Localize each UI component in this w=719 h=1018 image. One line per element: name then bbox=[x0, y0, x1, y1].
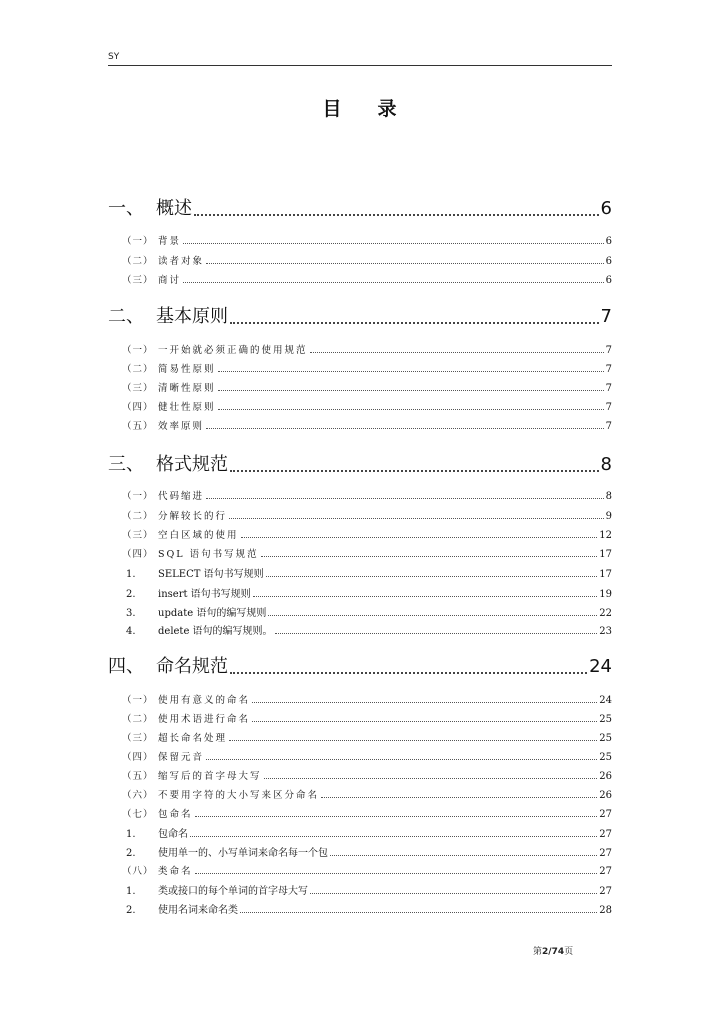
toc-dot-leader bbox=[229, 740, 597, 741]
toc-entry-number: 1. bbox=[126, 829, 136, 840]
toc-entry[interactable] bbox=[108, 882, 612, 897]
toc-entry-page: 17 bbox=[599, 549, 612, 560]
toc-dot-leader bbox=[218, 409, 604, 410]
toc-entry[interactable] bbox=[108, 565, 612, 580]
toc-entry-label: 商讨 bbox=[158, 275, 182, 286]
toc-entry[interactable] bbox=[108, 399, 612, 413]
toc-entry-label: 包命名 bbox=[158, 829, 188, 840]
toc-entry-page: 26 bbox=[599, 771, 612, 782]
toc-entry-label: 使用名词来命名类 bbox=[158, 905, 238, 916]
toc-dot-leader bbox=[264, 778, 598, 779]
toc-entry-number: 一、 bbox=[108, 198, 144, 219]
toc-entry-page: 7 bbox=[605, 383, 612, 394]
toc-entry-page: 12 bbox=[599, 530, 612, 541]
toc-entry-page: 28 bbox=[599, 905, 612, 916]
page-header bbox=[108, 52, 612, 66]
toc-entry-number: （二） bbox=[122, 714, 154, 725]
toc-dot-leader bbox=[218, 390, 604, 391]
toc-entry-number: 四、 bbox=[108, 656, 144, 677]
toc-entry-page: 27 bbox=[599, 848, 612, 859]
footer-suffix: 页 bbox=[564, 947, 574, 957]
toc-dot-leader bbox=[206, 498, 604, 499]
toc-entry[interactable] bbox=[108, 380, 612, 394]
toc-entry-number: 3. bbox=[126, 608, 136, 619]
toc-entry-page: 25 bbox=[599, 752, 612, 763]
toc-entry[interactable] bbox=[108, 901, 612, 916]
toc-entry-page: 25 bbox=[599, 733, 612, 744]
toc-entry-page: 8 bbox=[600, 454, 612, 475]
toc-entry-label: 使用单一的、小写单词来命名每一个包 bbox=[158, 848, 328, 859]
toc-entry-label: 代码缩进 bbox=[158, 491, 205, 502]
toc-dot-leader bbox=[230, 672, 587, 674]
toc-entry-page: 7 bbox=[605, 345, 612, 356]
toc-entry-label: 简易性原则 bbox=[158, 364, 216, 375]
toc-entry-number: （二） bbox=[122, 364, 154, 375]
toc-entry-label: update 语句的编写规则 bbox=[158, 608, 267, 619]
toc-dot-leader bbox=[310, 352, 604, 353]
toc-dot-leader bbox=[252, 721, 597, 722]
toc-entry-number: （四） bbox=[122, 402, 154, 413]
toc-dot-leader bbox=[194, 214, 599, 216]
toc-entry-number: （三） bbox=[122, 733, 154, 744]
toc-entry[interactable] bbox=[108, 508, 612, 522]
toc-entry-label: 格式规范 bbox=[156, 454, 228, 475]
toc-entry-label: 基本原则 bbox=[156, 306, 228, 327]
toc-entry-number: （一） bbox=[122, 491, 154, 502]
toc-entry[interactable] bbox=[108, 652, 612, 678]
toc-dot-leader bbox=[206, 263, 604, 264]
toc-entry-page: 7 bbox=[600, 306, 612, 327]
toc-entry-page: 22 bbox=[599, 608, 612, 619]
toc-dot-leader bbox=[218, 371, 604, 372]
toc-entry[interactable] bbox=[108, 844, 612, 859]
toc-dot-leader bbox=[190, 836, 597, 837]
toc-entry[interactable] bbox=[108, 194, 612, 220]
toc-entry-page: 8 bbox=[605, 491, 612, 502]
toc-entry[interactable] bbox=[108, 806, 612, 820]
toc-entry-label: 使用有意义的命名 bbox=[158, 695, 251, 706]
toc-entry[interactable] bbox=[108, 488, 612, 502]
toc-entry-label: 读者对象 bbox=[158, 256, 205, 267]
toc-entry[interactable] bbox=[108, 272, 612, 286]
toc-entry-number: （五） bbox=[122, 771, 154, 782]
toc-dot-leader bbox=[183, 243, 604, 244]
toc-entry-number: （六） bbox=[122, 790, 154, 801]
toc-entry-number: （五） bbox=[122, 421, 154, 432]
toc-entry-page: 7 bbox=[605, 402, 612, 413]
toc-entry[interactable] bbox=[108, 768, 612, 782]
toc-entry-label: 不要用字符的大小写来区分命名 bbox=[158, 790, 320, 801]
toc-entry[interactable] bbox=[108, 604, 612, 619]
toc-entry-label: delete 语句的编写规则。 bbox=[158, 626, 273, 637]
toc-entry-number: 2. bbox=[126, 905, 136, 916]
toc-entry[interactable] bbox=[108, 418, 612, 432]
toc-entry-page: 19 bbox=[599, 589, 612, 600]
toc-entry-label: SQL 语句书写规范 bbox=[158, 549, 259, 560]
toc-entry-label: SELECT 语句书写规则 bbox=[158, 569, 264, 580]
toc-entry-label: 缩写后的首字母大写 bbox=[158, 771, 262, 782]
toc-entry-page: 9 bbox=[605, 511, 612, 522]
toc-entry-page: 7 bbox=[605, 421, 612, 432]
toc-dot-leader bbox=[183, 282, 604, 283]
toc-entry-label: 超长命名处理 bbox=[158, 733, 228, 744]
toc-entry-number: 2. bbox=[126, 589, 136, 600]
toc-entry-label: 保留元音 bbox=[158, 752, 205, 763]
toc-entry-label: 包命名 bbox=[158, 809, 193, 820]
toc-entry-number: （七） bbox=[122, 809, 154, 820]
toc-entry-label: 类命名 bbox=[158, 866, 193, 877]
toc-entry[interactable] bbox=[108, 711, 612, 725]
toc-entry-page: 23 bbox=[599, 626, 612, 637]
toc-entry[interactable] bbox=[108, 527, 612, 541]
footer-prefix: 第 bbox=[533, 947, 543, 957]
toc-entry[interactable] bbox=[108, 825, 612, 840]
toc-entry-number: 三、 bbox=[108, 454, 144, 475]
page-title: 目录 bbox=[322, 98, 433, 120]
toc-entry-label: 效率原则 bbox=[158, 421, 205, 432]
toc-entry-page: 6 bbox=[605, 256, 612, 267]
header-text: SY bbox=[108, 52, 120, 62]
toc-entry-number: （三） bbox=[122, 275, 154, 286]
toc-dot-leader bbox=[330, 855, 597, 856]
toc-entry[interactable] bbox=[108, 692, 612, 706]
toc-entry-label: 概述 bbox=[156, 198, 192, 219]
toc-entry[interactable] bbox=[108, 233, 612, 247]
toc-entry-number: （八） bbox=[122, 866, 154, 877]
toc-entry-page: 27 bbox=[599, 866, 612, 877]
toc-entry-page: 24 bbox=[589, 656, 612, 677]
toc-dot-leader bbox=[241, 537, 598, 538]
toc-entry-number: （四） bbox=[122, 752, 154, 763]
toc-entry[interactable] bbox=[108, 546, 612, 560]
toc-entry-number: 4. bbox=[126, 626, 136, 637]
toc-entry-label: 空白区域的使用 bbox=[158, 530, 239, 541]
toc-entry[interactable] bbox=[108, 302, 612, 328]
toc-entry[interactable] bbox=[108, 787, 612, 801]
toc-entry[interactable] bbox=[108, 749, 612, 763]
toc-dot-leader bbox=[195, 816, 598, 817]
toc-entry[interactable] bbox=[108, 730, 612, 744]
toc-entry-number: 1. bbox=[126, 886, 136, 897]
toc-entry-number: （一） bbox=[122, 695, 154, 706]
toc-entry-number: （二） bbox=[122, 256, 154, 267]
toc-entry-label: 使用术语进行命名 bbox=[158, 714, 251, 725]
toc-dot-leader bbox=[266, 576, 598, 577]
footer-page-number: 2/74 bbox=[542, 947, 565, 957]
toc-entry-label: 命名规范 bbox=[156, 656, 228, 677]
toc-entry-number: （四） bbox=[122, 549, 154, 560]
toc-dot-leader bbox=[230, 322, 599, 324]
toc-dot-leader bbox=[275, 633, 598, 634]
toc-entry[interactable] bbox=[108, 450, 612, 476]
toc-entry-label: 清晰性原则 bbox=[158, 383, 216, 394]
toc-dot-leader bbox=[321, 797, 597, 798]
toc-dot-leader bbox=[195, 873, 598, 874]
toc-entry-page: 25 bbox=[599, 714, 612, 725]
toc-dot-leader bbox=[252, 702, 597, 703]
toc-entry-label: insert 语句书写规则 bbox=[158, 589, 251, 600]
toc-entry-page: 27 bbox=[599, 886, 612, 897]
toc-entry[interactable] bbox=[108, 622, 612, 637]
toc-entry-number: （二） bbox=[122, 511, 154, 522]
toc-entry-page: 6 bbox=[605, 236, 612, 247]
toc-entry-page: 27 bbox=[599, 829, 612, 840]
toc-dot-leader bbox=[268, 615, 597, 616]
toc-entry-label: 类或接口的每个单词的首字母大写 bbox=[158, 886, 308, 897]
toc-entry-page: 24 bbox=[599, 695, 612, 706]
toc-entry-page: 17 bbox=[599, 569, 612, 580]
toc-dot-leader bbox=[206, 759, 597, 760]
toc-entry-number: 2. bbox=[126, 848, 136, 859]
toc-entry-number: 二、 bbox=[108, 306, 144, 327]
toc-entry-page: 6 bbox=[600, 198, 612, 219]
toc-entry-number: 1. bbox=[126, 569, 136, 580]
toc-entry-page: 7 bbox=[605, 364, 612, 375]
toc-dot-leader bbox=[206, 428, 604, 429]
toc-entry-page: 6 bbox=[605, 275, 612, 286]
toc-dot-leader bbox=[253, 596, 598, 597]
page-footer bbox=[533, 944, 573, 957]
toc-entry-number: （三） bbox=[122, 530, 154, 541]
toc-dot-leader bbox=[310, 893, 597, 894]
toc-entry[interactable] bbox=[108, 253, 612, 267]
toc-dot-leader bbox=[261, 556, 598, 557]
toc-entry-label: 一开始就必须正确的使用规范 bbox=[158, 345, 308, 356]
toc-dot-leader bbox=[230, 470, 599, 472]
toc-entry-label: 背景 bbox=[158, 236, 182, 247]
toc-dot-leader bbox=[240, 912, 597, 913]
toc-entry-page: 27 bbox=[599, 809, 612, 820]
toc-entry-number: （一） bbox=[122, 236, 154, 247]
toc-entry-label: 健壮性原则 bbox=[158, 402, 216, 413]
toc-entry[interactable] bbox=[108, 342, 612, 356]
toc-entry[interactable] bbox=[108, 361, 612, 375]
toc-dot-leader bbox=[229, 518, 604, 519]
toc-entry[interactable] bbox=[108, 863, 612, 877]
toc-entry-label: 分解较长的行 bbox=[158, 511, 228, 522]
toc-entry-page: 26 bbox=[599, 790, 612, 801]
toc-entry-number: （一） bbox=[122, 345, 154, 356]
toc-entry[interactable] bbox=[108, 585, 612, 600]
toc-entry-number: （三） bbox=[122, 383, 154, 394]
